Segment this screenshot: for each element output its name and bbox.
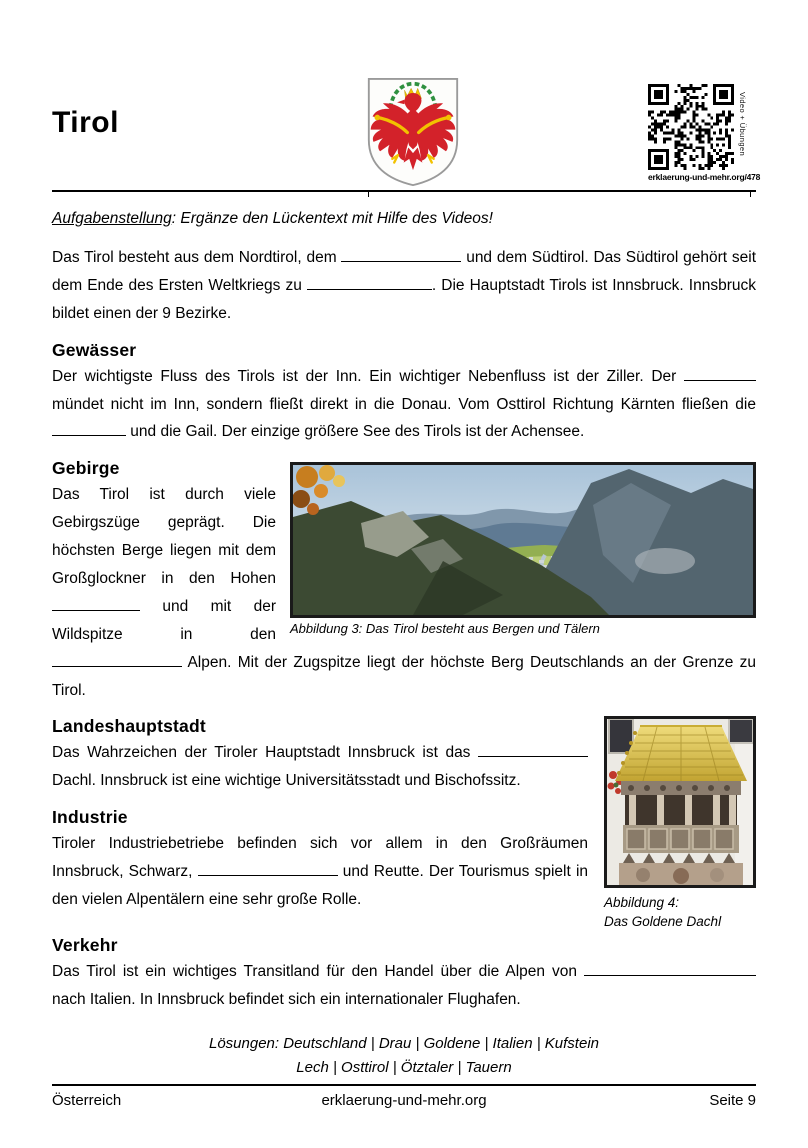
- figure-mountain-valley: [290, 462, 756, 636]
- header-divider-tick: [750, 190, 751, 197]
- fill-in-blank: [307, 274, 432, 290]
- figure-golden-roof: [604, 716, 756, 930]
- fill-in-blank: [684, 365, 756, 381]
- fill-in-blank: [52, 651, 182, 667]
- figure-caption-mountain-valley: Abbildung 3: Das Tirol besteht aus Bergen und Tälern: [290, 621, 600, 637]
- solutions-line-2: Lech | Osttirol | Ötztaler | Tauern: [296, 1058, 512, 1076]
- paragraph-verkehr: Das Tirol ist ein wichtiges Transitland für den Handel über die Alpen von nach Italien. In Innsbruck befindet sich ein internationaler Flughafen.: [52, 958, 756, 1014]
- paragraph-gewaesser: Der wichtigste Fluss des Tirols ist der Inn. Ein wichtiger Nebenfluss ist der Ziller. Der mündet nicht im Inn, sondern fließt direkt in die Donau. Vom Osttirol Richtung Kärnten fließen die und die Gail. Der einzige größere See des Tirols ist der Achensee.: [52, 363, 756, 447]
- task-label: Aufgabenstellung: [52, 210, 172, 227]
- page-header: [0, 0, 808, 204]
- paragraph-gebirge: Das Tirol ist durch viele Gebirgszüge geprägt. Die höchsten Berge liegen mit dem Großglockner in den Hohen und mit der Wildspitze in den Alpen. Mit der Zugspitze liegt der höchste Berg Deutschlands an der Grenze zu Tirol.: [52, 486, 756, 699]
- footer-right: Seite 9: [709, 1092, 757, 1109]
- fill-in-blank: [584, 960, 756, 976]
- qr-side-label: Video + Übungen: [738, 92, 747, 157]
- header-divider: [52, 190, 756, 192]
- heading-gebirge: Gebirge: [52, 458, 120, 479]
- page-title: Tirol: [52, 106, 119, 139]
- paragraph-industrie: Tiroler Industriebetriebe befinden sich vor allem in den Großräumen Innsbruck, Schwarz, und Reutte. Der Tourismus spielt in den vielen Alpentälern eine sehr große Rolle.: [52, 835, 589, 909]
- heading-industrie: Industrie: [52, 807, 128, 828]
- paragraph-landeshauptstadt: Das Wahrzeichen der Tiroler Hauptstadt Innsbruck ist das Dachl. Innsbruck ist eine wichtige Universitätsstadt und Bischofssitz.: [52, 739, 756, 795]
- section-gewaesser: [52, 340, 756, 447]
- heading-verkehr: Verkehr: [52, 934, 118, 955]
- golden-roof-image: [604, 716, 756, 888]
- footer-divider: [52, 1084, 756, 1086]
- fill-in-blank: [52, 595, 140, 611]
- footer-center: erklaerung-und-mehr.org: [321, 1092, 487, 1109]
- fill-in-blank: [341, 246, 461, 262]
- intro-paragraph: Das Tirol besteht aus dem Nordtirol, dem und dem Südtirol. Das Südtirol gehört seit dem Ende des Ersten Weltkriegs zu . Die Hauptstadt Tirols ist Innsbruck. Innsbruck bildet einen der 9 Bezirke.: [52, 244, 756, 328]
- heading-gewaesser: Gewässer: [52, 339, 137, 360]
- page-footer: [52, 1084, 756, 1109]
- figure-caption-golden-roof: Abbildung 4: Das Goldene Dachl: [604, 895, 722, 929]
- section-verkehr: [52, 935, 756, 1014]
- tirol-coat-of-arms-icon: [366, 76, 460, 194]
- mountain-valley-image: [290, 462, 756, 618]
- qr-block: [648, 84, 760, 182]
- solutions-block: [52, 1032, 756, 1080]
- task-line: [52, 210, 756, 228]
- qr-caption: erklaerung-und-mehr.org/478: [648, 172, 761, 182]
- fill-in-blank: [198, 860, 338, 876]
- footer-left: Österreich: [52, 1092, 122, 1109]
- solutions-line-1: Lösungen: Deutschland | Drau | Goldene | Italien | Kufstein: [209, 1034, 599, 1052]
- worksheet-body: [52, 206, 756, 1080]
- header-divider-tick: [368, 190, 369, 197]
- section-gebirge: [52, 458, 756, 704]
- heading-landeshauptstadt: Landeshauptstadt: [52, 716, 206, 737]
- fill-in-blank: [52, 421, 126, 437]
- fill-in-blank: [478, 742, 588, 758]
- task-text: : Ergänze den Lückentext mit Hilfe des Videos!: [171, 210, 493, 227]
- qr-code-icon: [648, 84, 734, 170]
